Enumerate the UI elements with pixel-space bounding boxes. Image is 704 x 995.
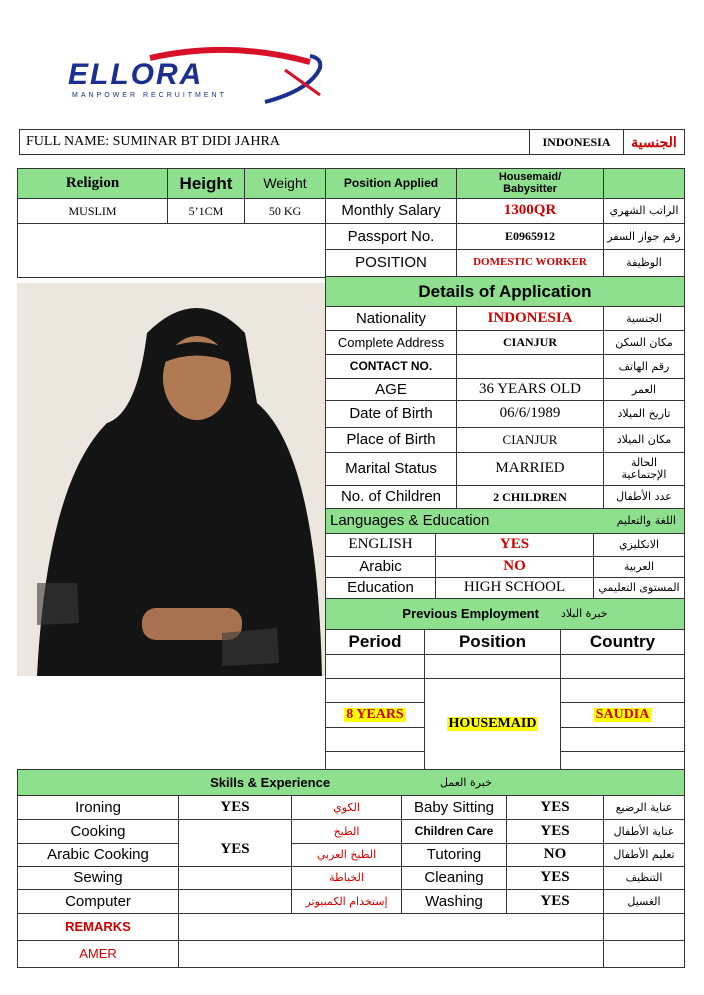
- remarks-value: AMER: [17, 940, 179, 968]
- language-english-label: ENGLISH: [325, 533, 436, 557]
- languages-title-ar: اللغة والتعليم: [616, 514, 676, 528]
- photo-top-blank: [17, 223, 326, 278]
- language-arabic-label: Arabic: [325, 556, 436, 578]
- passport-ar: رقم جواز السفر: [603, 223, 685, 250]
- remarks-blank: [603, 913, 685, 941]
- employment-period-blank: [325, 678, 425, 703]
- employment-position-header: Position: [424, 629, 561, 655]
- skill-value: YES: [506, 889, 604, 914]
- header-nationality-ar: الجنسية: [623, 129, 685, 155]
- details-title: Details of Application: [325, 276, 685, 307]
- position-applied-value: Housemaid/ Babysitter: [456, 168, 604, 199]
- details-value: 2 CHILDREN: [456, 485, 604, 509]
- languages-title: Languages & Education: [330, 512, 490, 530]
- skill-ar: الطبخ العربي: [291, 843, 402, 867]
- religion-value: MUSLIM: [17, 198, 168, 224]
- employment-country-blank: [560, 654, 685, 679]
- skills-header: [17, 769, 685, 796]
- position-ar: الوظيفة: [603, 249, 685, 277]
- employment-title-ar: خبرة البلاد: [560, 607, 608, 621]
- skill-label: Tutoring: [401, 843, 507, 867]
- details-ar: العمر: [603, 378, 685, 401]
- religion-label: Religion: [17, 168, 168, 199]
- employment-period-header: Period: [325, 629, 425, 655]
- details-ar: مكان الميلاد: [603, 427, 685, 453]
- skill-ar: الخياطة: [291, 866, 402, 890]
- language-english-ar: الانكليزي: [593, 533, 685, 557]
- ironing-value: YES: [178, 795, 292, 820]
- details-value: 06/6/1989: [456, 400, 604, 428]
- details-ar: تاريخ الميلاد: [603, 400, 685, 428]
- details-label: CONTACT NO.: [325, 354, 457, 379]
- employment-period-cell: [325, 702, 425, 728]
- skill-ar: الكوي: [291, 795, 402, 820]
- education-ar: المستوى التعليمي: [593, 577, 685, 599]
- skill-value-blank: [178, 889, 292, 914]
- position-applied-spacer: [603, 168, 685, 199]
- weight-value: 50 KG: [244, 198, 326, 224]
- employment-country-cell: [560, 702, 685, 728]
- skill-value: YES: [506, 819, 604, 844]
- details-label: Marital Status: [325, 452, 457, 486]
- skill-label: Cooking: [17, 819, 179, 844]
- logo-tagline: MANPOWER RECRUITMENT: [72, 92, 227, 99]
- passport-value: E0965912: [456, 223, 604, 250]
- language-arabic-ar: العربية: [593, 556, 685, 578]
- applicant-photo: [17, 283, 326, 676]
- employment-header: [325, 598, 685, 630]
- company-logo: [60, 40, 330, 110]
- employment-period-blank: [325, 654, 425, 679]
- weight-label: Weight: [244, 168, 326, 199]
- skills-title-ar: خبرة العمل: [440, 775, 492, 789]
- skill-ar: إستخدام الكمبيوتر: [291, 889, 402, 914]
- skill-ar: الغسيل: [603, 889, 685, 914]
- employment-title: Previous Employment: [402, 606, 539, 622]
- details-ar: مكان السكن: [603, 330, 685, 355]
- logo-brand: ELLORA: [68, 58, 204, 91]
- skill-label: Cleaning: [401, 866, 507, 890]
- skill-ar: عناية الأطفال: [603, 819, 685, 844]
- remarks-blank: [178, 940, 604, 968]
- remarks-blank: [603, 940, 685, 968]
- passport-label: Passport No.: [325, 223, 457, 250]
- skill-label: Baby Sitting: [401, 795, 507, 820]
- details-ar: الحالة الإجتماعية: [603, 452, 685, 486]
- employment-country-blank: [560, 727, 685, 752]
- full-name: FULL NAME: SUMINAR BT DIDI JAHRA: [19, 129, 530, 155]
- employment-period-blank: [325, 727, 425, 752]
- skill-ar: تعليم الأطفال: [603, 843, 685, 867]
- position-label: POSITION: [325, 249, 457, 277]
- details-label: Place of Birth: [325, 427, 457, 453]
- salary-label: Monthly Salary: [325, 198, 457, 224]
- height-value: 5’1CM: [167, 198, 245, 224]
- skill-label: Computer: [17, 889, 179, 914]
- skill-value: YES: [506, 866, 604, 890]
- skill-label: Ironing: [17, 795, 179, 820]
- remarks-label: REMARKS: [17, 913, 179, 941]
- employment-period-blank: [325, 751, 425, 770]
- details-value: 36 YEARS OLD: [456, 378, 604, 401]
- employment-country-header: Country: [560, 629, 685, 655]
- details-label: Date of Birth: [325, 400, 457, 428]
- skill-label: Washing: [401, 889, 507, 914]
- details-ar: رقم الهاتف: [603, 354, 685, 379]
- employment-position-cell: [424, 678, 561, 770]
- salary-ar: الراتب الشهري: [603, 198, 685, 224]
- details-value: CIANJUR: [456, 330, 604, 355]
- skills-title: Skills & Experience: [210, 774, 331, 790]
- language-english-value: YES: [435, 533, 594, 557]
- employment-position-blank: [424, 654, 561, 679]
- header-nationality: INDONESIA: [529, 129, 624, 155]
- details-value: CIANJUR: [456, 427, 604, 453]
- position-applied-label: Position Applied: [325, 168, 457, 199]
- details-label: No. of Children: [325, 485, 457, 509]
- education-value: HIGH SCHOOL: [435, 577, 594, 599]
- skill-ar: عناية الرضيع: [603, 795, 685, 820]
- details-value: INDONESIA: [456, 306, 604, 331]
- employment-period: 8 YEARS: [346, 706, 404, 722]
- skill-label: Children Care: [401, 819, 507, 844]
- skill-label: Arabic Cooking: [17, 843, 179, 867]
- details-ar: الجنسية: [603, 306, 685, 331]
- remarks-blank: [178, 913, 604, 941]
- language-arabic-value: NO: [435, 556, 594, 578]
- skill-ar: التنظيف: [603, 866, 685, 890]
- details-ar: عدد الأطفال: [603, 485, 685, 509]
- details-value: MARRIED: [456, 452, 604, 486]
- position-value: DOMESTIC WORKER: [456, 249, 604, 277]
- details-label: Nationality: [325, 306, 457, 331]
- employment-country: SAUDIA: [595, 706, 650, 722]
- skill-ar: الطبخ: [291, 819, 402, 844]
- employment-country-blank: [560, 751, 685, 770]
- details-label: Complete Address: [325, 330, 457, 355]
- height-label: Height: [167, 168, 245, 199]
- education-label: Education: [325, 577, 436, 599]
- applicant-photo-icon: [17, 283, 326, 676]
- skill-value: YES: [506, 795, 604, 820]
- cooking-value: YES: [178, 819, 292, 867]
- skill-value: NO: [506, 843, 604, 867]
- languages-header: [325, 508, 685, 534]
- employment-position: HOUSEMAID: [448, 715, 537, 731]
- employment-country-blank: [560, 678, 685, 703]
- details-label: AGE: [325, 378, 457, 401]
- skill-label: Sewing: [17, 866, 179, 890]
- skill-value-blank: [178, 866, 292, 890]
- salary-value: 1300QR: [456, 198, 604, 224]
- details-value: [456, 354, 604, 379]
